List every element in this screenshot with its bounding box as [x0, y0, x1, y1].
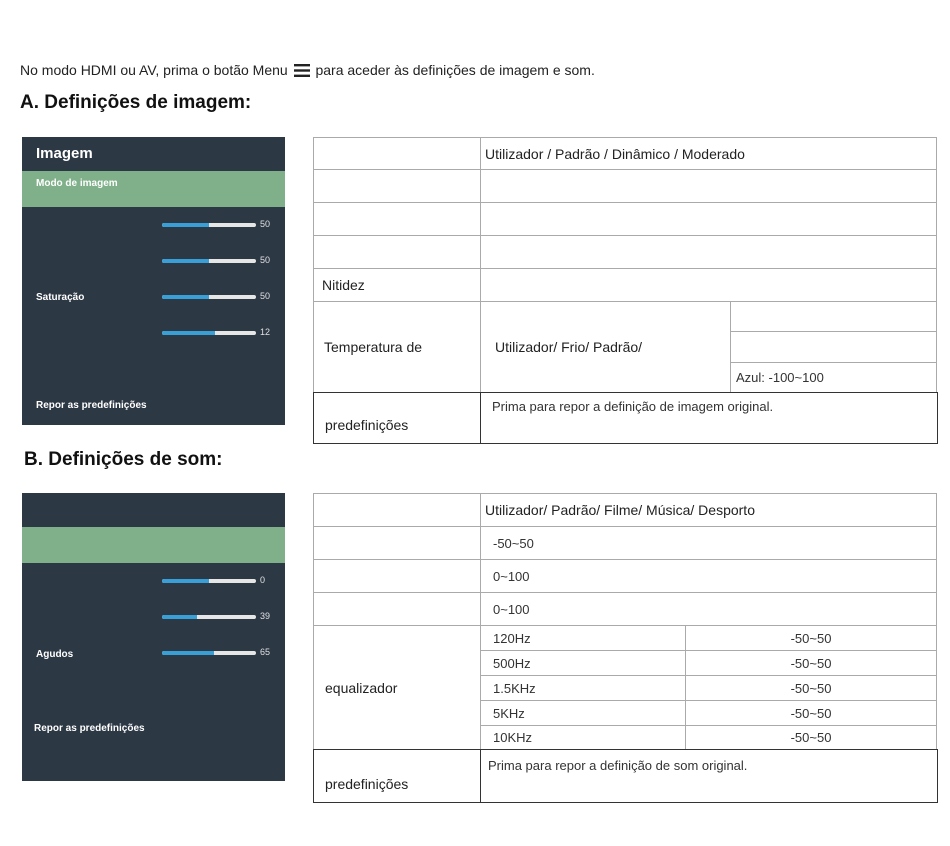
table-cell [480, 268, 937, 302]
osd-selected-label: Modo de imagem [36, 178, 118, 189]
sharpness-cell: Nitidez [313, 268, 481, 302]
osd-treble-label: Agudos [36, 649, 74, 660]
table-cell [480, 202, 937, 236]
slider-fill [162, 579, 209, 583]
eq-freq-cell: 120Hz [480, 625, 686, 651]
slider-value: 65 [260, 647, 271, 657]
table-cell [730, 301, 937, 332]
table-cell [480, 169, 937, 203]
osd-slider[interactable] [162, 295, 256, 299]
blue-range-cell: Azul: -100~100 [730, 362, 937, 393]
slider-fill [162, 651, 214, 655]
temperature-cell: Temperatura de [313, 301, 481, 393]
slider-fill [162, 295, 209, 299]
intro-before: No modo HDMI ou AV, prima o botão Menu [20, 62, 288, 78]
osd-title: Imagem [36, 145, 93, 162]
osd-reset-label[interactable]: Repor as predefinições [34, 723, 145, 734]
eq-freq-cell: 5KHz [480, 700, 686, 726]
eq-range-cell: -50~50 [685, 725, 937, 750]
equalizer-cell: equalizador [313, 625, 481, 750]
reset-label-cell: predefinições [313, 749, 481, 803]
table-cell [313, 493, 481, 527]
slider-value: 50 [260, 255, 271, 265]
eq-range-cell: -50~50 [685, 700, 937, 726]
osd-selected-row[interactable] [22, 171, 285, 207]
table-cell [730, 331, 937, 363]
table-cell [313, 235, 481, 269]
mode-options-cell: Utilizador / Padrão / Dinâmico / Moderado [480, 137, 937, 170]
table-cell [313, 526, 481, 560]
intro-after: para aceder às definições de imagem e som. [315, 62, 595, 78]
slider-value: 39 [260, 611, 271, 621]
sound-mode-options-cell: Utilizador/ Padrão/ Filme/ Música/ Desporto [480, 493, 937, 527]
table-cell [313, 202, 481, 236]
reset-desc-cell: Prima para repor a definição de imagem original. [480, 392, 938, 444]
osd-slider[interactable] [162, 331, 256, 335]
table-cell [313, 137, 481, 170]
eq-range-cell: -50~50 [685, 675, 937, 701]
slider-fill [162, 615, 197, 619]
intro-text [20, 62, 595, 78]
slider-fill [162, 259, 209, 263]
section-b-title: B. Definições de som: [24, 449, 223, 470]
balance-range-cell: -50~50 [480, 526, 937, 560]
osd-slider[interactable] [162, 615, 256, 619]
sound-osd-panel [22, 493, 285, 781]
eq-freq-cell: 500Hz [480, 650, 686, 676]
eq-range-cell: -50~50 [685, 650, 937, 676]
table-cell [313, 169, 481, 203]
range-cell: 0~100 [480, 592, 937, 626]
reset-desc-cell: Prima para repor a definição de som original. [480, 749, 938, 803]
eq-range-cell: -50~50 [685, 625, 937, 651]
osd-slider[interactable] [162, 579, 256, 583]
range-cell: 0~100 [480, 559, 937, 593]
slider-value: 12 [260, 327, 271, 337]
table-cell [313, 592, 481, 626]
table-cell [480, 235, 937, 269]
slider-value: 0 [260, 575, 266, 585]
section-a-title: A. Definições de imagem: [20, 92, 252, 113]
picture-osd-panel [22, 137, 285, 425]
slider-fill [162, 223, 209, 227]
eq-freq-cell: 1.5KHz [480, 675, 686, 701]
reset-label-cell: predefinições [313, 392, 481, 444]
osd-saturation-label: Saturação [36, 292, 85, 303]
menu-icon [294, 64, 310, 77]
osd-slider[interactable] [162, 223, 256, 227]
eq-freq-cell: 10KHz [480, 725, 686, 750]
slider-value: 50 [260, 291, 271, 301]
osd-slider[interactable] [162, 651, 256, 655]
osd-slider[interactable] [162, 259, 256, 263]
table-cell [313, 559, 481, 593]
osd-reset-label[interactable]: Repor as predefinições [36, 400, 147, 411]
temperature-options-cell: Utilizador/ Frio/ Padrão/ [480, 301, 731, 393]
slider-fill [162, 331, 215, 335]
slider-value: 50 [260, 219, 271, 229]
osd-selected-row[interactable] [22, 527, 285, 563]
